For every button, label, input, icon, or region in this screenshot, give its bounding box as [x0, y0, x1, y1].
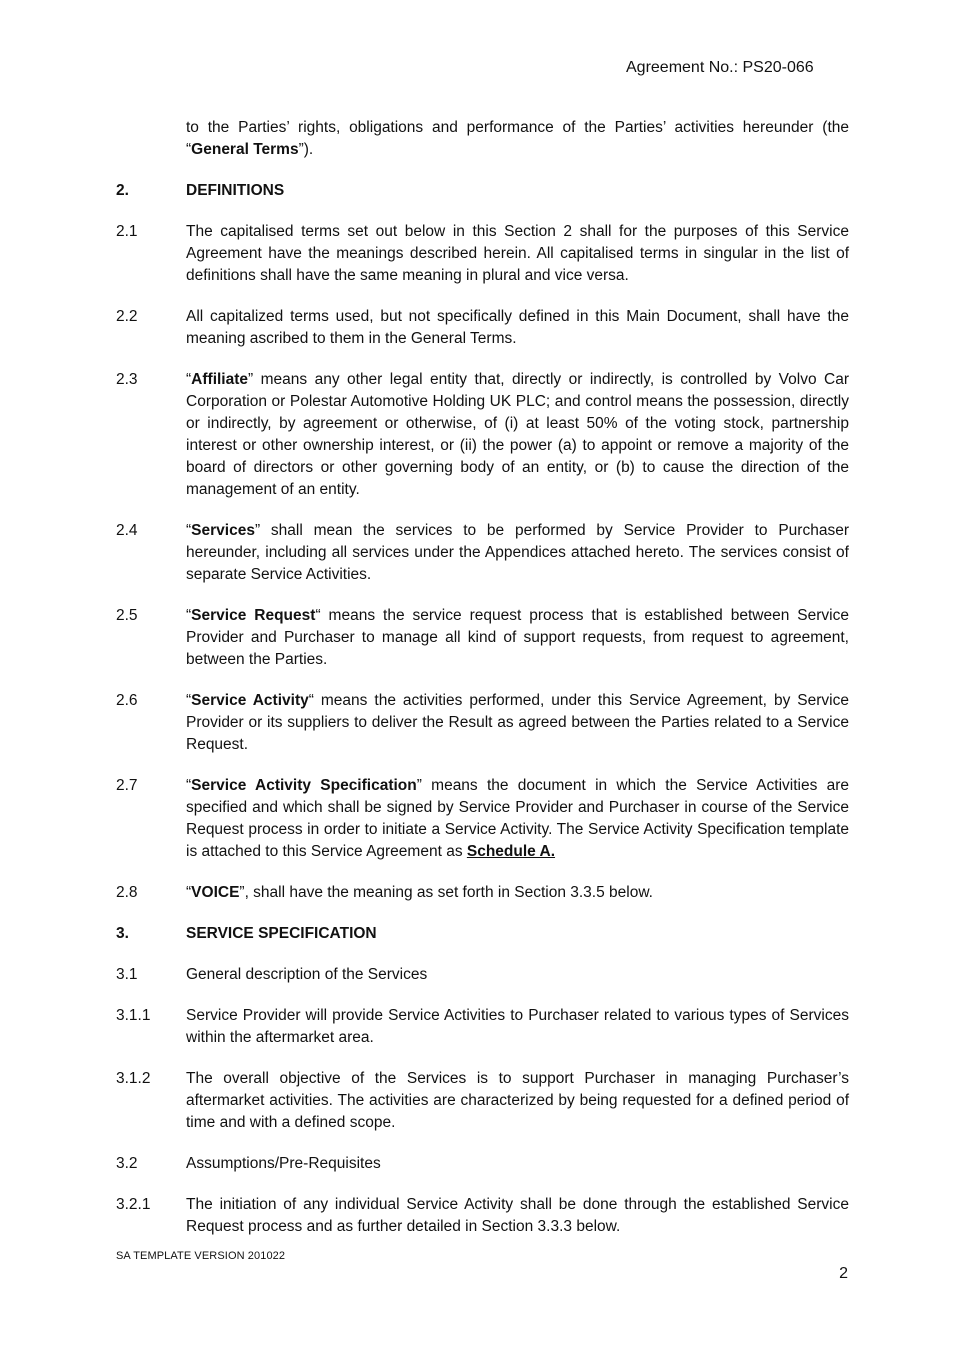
clause	[116, 520, 849, 586]
clause	[116, 221, 849, 287]
clause-text	[186, 369, 849, 501]
clause-text: The initiation of any individual Service Activity shall be done through the established Service Request process and as further detailed in Section 3.3.3 below.	[186, 1196, 849, 1235]
clause	[116, 882, 849, 904]
clause-number: 2.6	[116, 692, 138, 709]
clause-number: 3.1	[116, 966, 138, 983]
clause-number: 2.2	[116, 308, 138, 325]
clause	[116, 369, 849, 501]
clause-number: 2.8	[116, 884, 138, 901]
clause	[116, 775, 849, 863]
clause-text	[186, 882, 849, 904]
page-number: 2	[839, 1265, 848, 1282]
defined-term: Affiliate	[191, 371, 249, 388]
clause-text	[186, 775, 849, 863]
clause-number: 2.7	[116, 777, 138, 794]
clause	[116, 306, 849, 350]
defined-term: General Terms	[191, 141, 299, 158]
definition-text: ” means any other legal entity that, directly or indirectly, is controlled by Volvo Car Corporation or Polestar Automotive Holding UK PLC; and control means the possession, directly or indirectly, by agreement or otherwise, of (i) at least 50% of the voting stock, partnership interest or other ownership interest, or (ii) the power (a) to appoint or remove a majority of the board of directors or other governing body of an entity, or (b) to cause the direction of the management of an entity.	[186, 371, 849, 498]
section-number: 3.	[116, 925, 129, 942]
clause	[116, 1153, 849, 1175]
defined-term: Service Request	[191, 607, 316, 624]
intro-text: to the Parties’ rights, obligations and performance of the Parties’ activities hereunder (the “	[186, 119, 849, 158]
intro-text-end: ”).	[298, 141, 314, 158]
clause-text: General description of the Services	[186, 966, 428, 983]
clause-number: 2.3	[116, 371, 138, 388]
quote-mark: “	[186, 692, 192, 709]
quote-mark: “	[186, 607, 192, 624]
template-version: SA TEMPLATE VERSION 201022	[116, 1250, 286, 1262]
clause-number: 3.2.1	[116, 1196, 151, 1213]
section-title: DEFINITIONS	[186, 182, 285, 199]
section-heading	[116, 923, 849, 945]
quote-mark: “	[186, 522, 192, 539]
clause-text: All capitalized terms used, but not specifically defined in this Main Document, shall have the meaning ascribed to them in the General Terms.	[186, 308, 849, 347]
definition-text: “ means the service request process that is established between Service Provider and Purchaser to manage all kind of support requests, from request to agreement, between the Parties.	[186, 607, 849, 668]
clause-text	[186, 605, 849, 671]
defined-term: Service Activity Specification	[191, 777, 417, 794]
clause-number: 3.2	[116, 1155, 138, 1172]
section-heading	[116, 180, 849, 202]
section-number: 2.	[116, 182, 129, 199]
clause	[116, 605, 849, 671]
clause	[116, 1194, 849, 1238]
quote-mark: “	[186, 371, 192, 388]
document-body	[116, 117, 849, 1238]
intro-paragraph	[186, 117, 849, 161]
definition-text: ” shall mean the services to be performed by Service Provider to Purchaser hereunder, including all services under the Appendices attached hereto. The services consist of separate Service Activities.	[186, 522, 849, 583]
clause-text	[186, 690, 849, 756]
clause	[116, 690, 849, 756]
quote-mark: “	[186, 884, 192, 901]
clause	[116, 1068, 849, 1134]
clause-text: The overall objective of the Services is to support Purchaser in managing Purchaser’s aftermarket activities. The activities are characterized by being requested for a defined period of time and with a defined scope.	[186, 1070, 849, 1131]
clause-number: 2.5	[116, 607, 138, 624]
clause-text	[186, 520, 849, 586]
clause	[116, 964, 849, 986]
agreement-number: Agreement No.: PS20-066	[626, 59, 814, 76]
clause-text: The capitalised terms set out below in this Section 2 shall for the purposes of this Service Agreement have the meanings described herein. All capitalised terms in singular in the list of definitions shall have the same meaning in plural and vice versa.	[186, 223, 849, 284]
definition-text: “ means the activities performed, under this Service Agreement, by Service Provider or its suppliers to deliver the Result as agreed between the Parties related to a Service Request.	[186, 692, 849, 753]
clause-number: 3.1.1	[116, 1007, 151, 1024]
defined-term: Services	[191, 522, 255, 539]
defined-term: Service Activity	[191, 692, 309, 709]
definition-text: ”, shall have the meaning as set forth in Section 3.3.5 below.	[239, 884, 653, 901]
clause-text: Assumptions/Pre-Requisites	[186, 1155, 381, 1172]
clause	[116, 1005, 849, 1049]
definition-text: ” means the document in which the Service Activities are specified and which shall be signed by Service Provider and Purchaser in course of the Service Request process in order to initiate a Service Activity. The Service Activity Specification template is attached to this Service Agreement as	[186, 777, 849, 860]
section-title: SERVICE SPECIFICATION	[186, 925, 377, 942]
defined-term: VOICE	[191, 884, 240, 901]
schedule-reference: Schedule A.	[466, 843, 556, 860]
clause-number: 2.4	[116, 522, 138, 539]
clause-number: 2.1	[116, 223, 138, 240]
clause-text: Service Provider will provide Service Activities to Purchaser related to various types of Services within the aftermarket area.	[186, 1007, 849, 1046]
clause-number: 3.1.2	[116, 1070, 151, 1087]
quote-mark: “	[186, 777, 192, 794]
